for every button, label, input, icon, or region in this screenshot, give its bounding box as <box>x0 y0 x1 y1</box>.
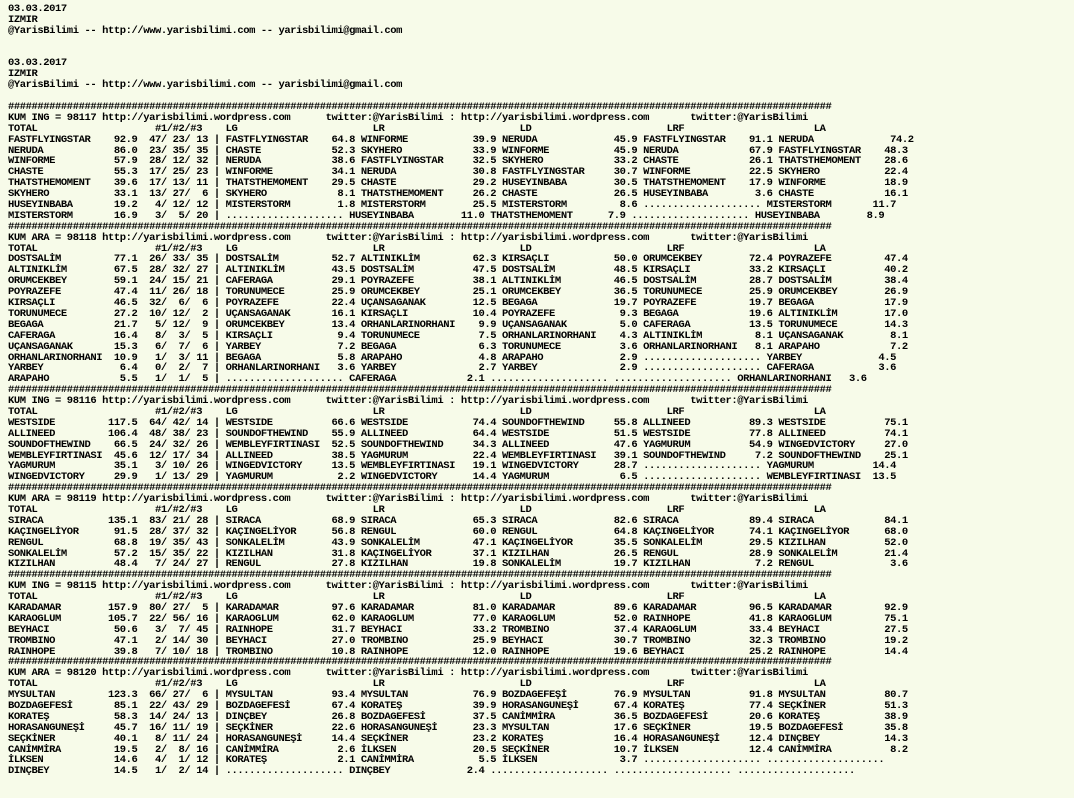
race-header-line: KUM ARA = 98119 http://yarisbilimi.wordpress.com twitter:@YarisBilimi : http://yarisbilimi.wordpress.com twitter:@YarisBilimi <box>8 493 808 506</box>
column-header-line: TOTAL #1/#2/#3 LG LR LD LRF LA <box>8 242 826 255</box>
report-line: DOSTSALİM 77.1 26/ 33/ 35 | DOSTSALİM 52.7 ALTINIKLİM 62.3 KIRSAÇLI 50.0 ORUMCEKBEY 72.4 POYRAZEFE 47.4 <box>8 253 908 266</box>
report-line: ORHANLARINORHANI 10.9 1/ 3/ 11 | BEGAGA 5.8 ARAPAHO 4.8 ARAPAHO 2.9 .................... YARBEY 4.5 <box>8 351 897 364</box>
section-separator: ############################################################################################################################################ <box>8 656 832 669</box>
report-line: @YarisBilimi -- http://www.yarisbilimi.com -- yarisbilimi@gmail.com <box>8 24 403 37</box>
report-line: SKYHERO 33.1 13/ 27/ 6 | SKYHERO 8.1 THATSTHEMOMENT 26.2 CHASTE 26.5 HUSEYINBABA 3.6 CHASTE 16.1 <box>8 188 908 201</box>
report-line: BEGAGA 21.7 5/ 12/ 9 | ORUMCEKBEY 13.4 ORHANLARINORHANI 9.9 UÇANSAGANAK 5.0 CAFERAGA 13.5 TORUNUMECE 14.3 <box>8 318 908 331</box>
report-line: WESTSIDE 117.5 64/ 42/ 14 | WESTSIDE 66.6 WESTSIDE 74.4 SOUNDOFTHEWIND 55.8 ALLINEED 89.3 WESTSIDE 75.1 <box>8 416 908 429</box>
race-header-line: KUM ARA = 98120 http://yarisbilimi.wordpress.com twitter:@YarisBilimi : http://yarisbilimi.wordpress.com twitter:@YarisBilimi <box>8 667 808 680</box>
report-line: 03.03.2017 <box>8 57 67 70</box>
report-line: NERUDA 86.0 23/ 35/ 35 | CHASTE 52.3 SKYHERO 33.9 WINFORME 45.9 NERUDA 67.9 FASTFLYINGSTAR 48.3 <box>8 144 908 157</box>
report-line: CHASTE 55.3 17/ 25/ 23 | WINFORME 34.1 NERUDA 30.8 FASTFLYINGSTAR 30.7 WINFORME 22.5 SKYHERO 22.4 <box>8 166 908 179</box>
report-line: SEÇKİNER 40.1 8/ 11/ 24 | HORASANGUNEŞİ 14.4 SEÇKİNER 23.2 KORATEŞ 16.4 HORASANGUNEŞİ 12.4 DINÇBEY 14.3 <box>8 732 908 745</box>
report-line: SOUNDOFTHEWIND 66.5 24/ 32/ 26 | WEMBLEYFIRTINASI 52.5 SOUNDOFTHEWIND 34.3 ALLINEED 47.6 YAGMURUM 54.9 WINGEDVICTORY 27.0 <box>8 438 908 451</box>
report-line: IZMIR <box>8 13 38 26</box>
report-line: ARAPAHO 5.5 1/ 1/ 5 | .................... CAFERAGA 2.1 .................... .................... ORHANLARINORHANI 3.6 <box>8 373 867 386</box>
report-line: WEMBLEYFIRTINASI 45.6 12/ 17/ 34 | ALLINEED 38.5 YAGMURUM 22.4 WEMBLEYFIRTINASI 39.1 SOUNDOFTHEWIND 7.2 SOUNDOFTHEWIND 25.1 <box>8 449 908 462</box>
report-line: HORASANGUNEŞİ 45.7 16/ 11/ 19 | SEÇKİNER 22.6 HORASANGUNEŞİ 23.3 MYSULTAN 17.6 SEÇKİNER 19.5 BOZDAGEFESİ 35.8 <box>8 721 908 734</box>
report-line: TORUNUMECE 27.2 10/ 12/ 2 | UÇANSAGANAK 16.1 KIRSAÇLI 10.4 POYRAZEFE 9.3 BEGAGA 19.6 ALTINIKLİM 17.0 <box>8 307 908 320</box>
report-line: KIZILHAN 48.4 7/ 24/ 27 | RENGUL 27.8 KIZILHAN 19.8 SONKALELİM 19.7 KIZILHAN 7.2 RENGUL 3.6 <box>8 558 908 571</box>
report-line: IZMIR <box>8 68 38 81</box>
report-line: WINFORME 57.9 28/ 12/ 32 | NERUDA 38.6 FASTFLYINGSTAR 32.5 SKYHERO 33.2 CHASTE 26.1 THATSTHEMOMENT 28.6 <box>8 155 908 168</box>
report-line: ALTINIKLİM 67.5 28/ 32/ 27 | ALTINIKLİM 43.5 DOSTSALİM 47.5 DOSTSALİM 48.5 KIRSAÇLI 33.2 KIRSAÇLI 40.2 <box>8 264 908 277</box>
report-line: KAÇINGELİYOR 91.5 28/ 37/ 32 | KAÇINGELİYOR 56.8 RENGUL 60.0 RENGUL 64.8 KAÇINGELİYOR 74.1 KAÇINGELİYOR 68.0 <box>8 525 908 538</box>
report-line: RENGUL 68.8 19/ 35/ 43 | SONKALELİM 43.9 SONKALELİM 47.1 KAÇINGELİYOR 35.5 SONKALELİM 29.5 KIZILHAN 52.0 <box>8 536 908 549</box>
blank-line <box>8 48 1074 59</box>
report-line: BOZDAGEFESİ 85.1 22/ 43/ 29 | BOZDAGEFESİ 67.4 KORATEŞ 39.9 HORASANGUNEŞİ 67.4 KORATEŞ 77.4 SEÇKİNER 51.3 <box>8 700 908 712</box>
report-line: KIRSAÇLI 46.5 32/ 6/ 6 | POYRAZEFE 22.4 UÇANSAGANAK 12.5 BEGAGA 19.7 POYRAZEFE 19.7 BEGAGA 17.9 <box>8 297 908 310</box>
report-line: SIRACA 135.1 83/ 21/ 28 | SIRACA 68.9 SIRACA 65.3 SIRACA 82.6 SIRACA 89.4 SIRACA 84.1 <box>8 514 908 527</box>
report-line: DINÇBEY 14.5 1/ 2/ 14 | .................... DINÇBEY 2.4 .................... .................... .................... <box>8 765 855 778</box>
report-line: SONKALELİM 57.2 15/ 35/ 22 | KIZILHAN 31.8 KAÇINGELİYOR 37.1 KIZILHAN 26.5 RENGUL 28.9 SONKALELİM 21.4 <box>8 547 908 560</box>
report-line: HUSEYINBABA 19.2 4/ 12/ 12 | MISTERSTORM 1.8 MISTERSTORM 25.5 MISTERSTORM 8.6 .................... MISTERSTORM 11.7 <box>8 199 897 212</box>
report-line: KARAOGLUM 105.7 22/ 56/ 16 | KARAOGLUM 62.0 KARAOGLUM 77.0 KARAOGLUM 52.0 RAINHOPE 41.8 KARAOGLUM 75.1 <box>8 612 908 625</box>
report-line: CANİMMİRA 19.5 2/ 8/ 16 | CANİMMİRA 2.6 İLKSEN 20.5 SEÇKİNER 10.7 İLKSEN 12.4 CANİMMİRA 8.2 <box>8 743 908 756</box>
report-line: POYRAZEFE 47.4 11/ 26/ 18 | TORUNUMECE 25.9 ORUMCEKBEY 25.1 ORUMCEKBEY 36.5 TORUNUMECE 25.9 ORUMCEKBEY 26.9 <box>8 286 908 299</box>
report-line: TROMBINO 47.1 2/ 14/ 30 | BEYHACI 27.0 TROMBINO 25.9 BEYHACI 30.7 TROMBINO 32.3 TROMBINO 19.2 <box>8 634 908 647</box>
report-line: MISTERSTORM 16.9 3/ 5/ 20 | .................... HUSEYINBABA 11.0 THATSTHEMOMENT 7.9 .................... HUSEYINBABA 8.9 <box>8 209 885 222</box>
report-line: KARADAMAR 157.9 80/ 27/ 5 | KARADAMAR 97.6 KARADAMAR 81.0 KARADAMAR 89.6 KARADAMAR 96.5 KARADAMAR 92.9 <box>8 601 908 614</box>
report-line: 03.03.2017 <box>8 3 67 15</box>
section-separator: ############################################################################################################################################ <box>8 220 832 233</box>
section-separator: ############################################################################################################################################ <box>8 101 832 114</box>
report-line: UÇANSAGANAK 15.3 6/ 7/ 6 | YARBEY 7.2 BEGAGA 6.3 TORUNUMECE 3.6 ORHANLARINORHANI 8.1 ARAPAHO 7.2 <box>8 340 908 353</box>
blank-line <box>8 37 1074 48</box>
section-separator: ############################################################################################################################################ <box>8 482 832 495</box>
report-line: BEYHACI 50.6 3/ 7/ 45 | RAINHOPE 31.7 BEYHACI 33.2 TROMBINO 37.4 KARAOGLUM 33.4 BEYHACI 27.5 <box>8 623 908 636</box>
column-header-line: TOTAL #1/#2/#3 LG LR LD LRF LA <box>8 503 826 516</box>
section-separator: ############################################################################################################################################ <box>8 384 832 397</box>
report-line: ORUMCEKBEY 59.1 24/ 15/ 21 | CAFERAGA 29.1 POYRAZEFE 38.1 ALTINIKLİM 46.5 DOSTSALİM 28.7 DOSTSALİM 38.4 <box>8 275 908 288</box>
report-line: KORATEŞ 58.3 14/ 24/ 13 | DINÇBEY 26.8 BOZDAGEFESİ 37.5 CANİMMİRA 36.5 BOZDAGEFESİ 20.6 KORATEŞ 38.9 <box>8 710 908 723</box>
column-header-line: TOTAL #1/#2/#3 LG LR LD LRF LA <box>8 591 826 604</box>
race-header-line: KUM ING = 98116 http://yarisbilimi.wordpress.com twitter:@YarisBilimi : http://yarisbilimi.wordpress.com twitter:@YarisBilimi <box>8 395 808 408</box>
report-line: @YarisBilimi -- http://www.yarisbilimi.com -- yarisbilimi@gmail.com <box>8 79 403 92</box>
report-line: CAFERAGA 16.4 8/ 3/ 5 | KIRSAÇLI 9.4 TORUNUMECE 7.5 ORHANLARINORHANI 4.3 ALTINIKLİM 8.1 UÇANSAGANAK 8.1 <box>8 329 908 342</box>
section-separator: ############################################################################################################################################ <box>8 569 832 582</box>
race-header-line: KUM ING = 98117 http://yarisbilimi.wordpress.com twitter:@YarisBilimi : http://yarisbilimi.wordpress.com twitter:@YarisBilimi <box>8 111 808 124</box>
race-header-line: KUM ARA = 98118 http://yarisbilimi.wordpress.com twitter:@YarisBilimi : http://yarisbilimi.wordpress.com twitter:@YarisBilimi <box>8 231 808 244</box>
column-header-line: TOTAL #1/#2/#3 LG LR LD LRF LA <box>8 405 826 418</box>
column-header-line: TOTAL #1/#2/#3 LG LR LD LRF LA <box>8 122 826 135</box>
column-header-line: TOTAL #1/#2/#3 LG LR LD LRF LA <box>8 678 826 691</box>
race-header-line: KUM ING = 98115 http://yarisbilimi.wordpress.com twitter:@YarisBilimi : http://yarisbilimi.wordpress.com twitter:@YarisBilimi <box>8 580 808 593</box>
report-line: THATSTHEMOMENT 39.6 17/ 13/ 11 | THATSTHEMOMENT 29.5 CHASTE 29.2 HUSEYINBABA 30.5 THATSTHEMOMENT 17.9 WINFORME 18.9 <box>8 177 908 190</box>
report-line: FASTFLYINGSTAR 92.9 47/ 23/ 13 | FASTFLYINGSTAR 64.8 WINFORME 39.9 NERUDA 45.9 FASTFLYINGSTAR 91.1 NERUDA 74.2 <box>8 133 914 146</box>
report-line: WINGEDVICTORY 29.9 1/ 13/ 29 | YAGMURUM 2.2 WINGEDVICTORY 14.4 YAGMURUM 6.5 .................... WEMBLEYFIRTINASI 13.5 <box>8 471 897 484</box>
report-line: İLKSEN 14.6 4/ 1/ 12 | KORATEŞ 2.1 CANİMMİRA 5.5 İLKSEN 3.7 .................... .................... <box>8 754 885 767</box>
report-line: ALLINEED 106.4 48/ 38/ 23 | SOUNDOFTHEWIND 55.9 ALLINEED 64.4 WESTSIDE 51.5 WESTSIDE 77.8 ALLINEED 74.1 <box>8 427 908 440</box>
report-line: RAINHOPE 39.8 7/ 10/ 18 | TROMBINO 10.8 RAINHOPE 12.0 RAINHOPE 19.6 BEYHACI 25.2 RAINHOPE 14.4 <box>8 645 908 658</box>
report-line: YAGMURUM 35.1 3/ 10/ 26 | WINGEDVICTORY 13.5 WEMBLEYFIRTINASI 19.1 WINGEDVICTORY 28.7 .................... YAGMURUM 14.4 <box>8 460 897 473</box>
report-line: YARBEY 6.4 0/ 2/ 7 | ORHANLARINORHANI 3.6 YARBEY 2.7 YARBEY 2.9 .................... CAFERAGA 3.6 <box>8 362 897 375</box>
report-line: MYSULTAN 123.3 66/ 27/ 6 | MYSULTAN 93.4 MYSULTAN 76.9 BOZDAGEFEŞİ 76.9 MYSULTAN 91.8 MYSULTAN 80.7 <box>8 689 908 702</box>
